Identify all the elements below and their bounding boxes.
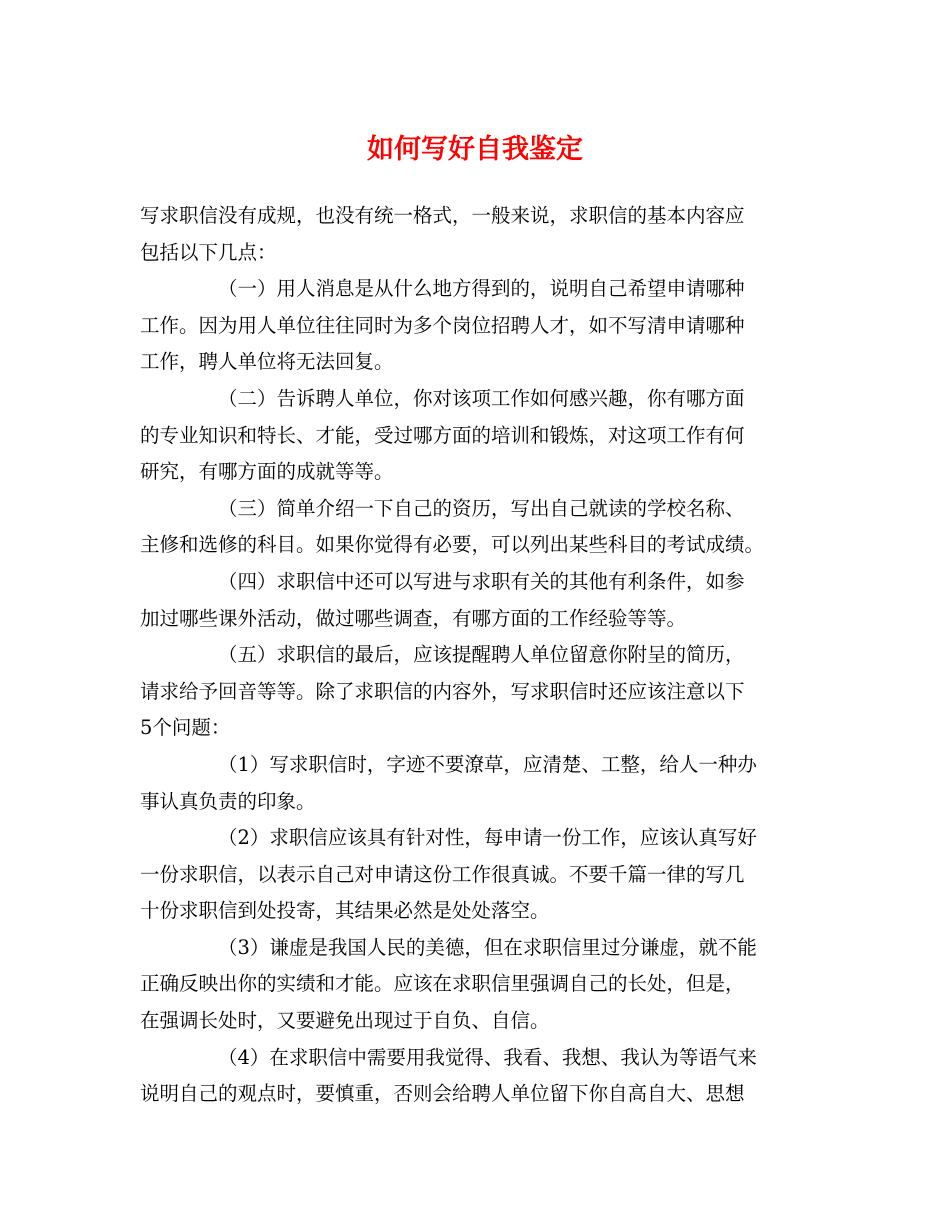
paragraph-line: （一）用人消息是从什么地方得到的，说明自己希望申请哪种 <box>218 277 745 301</box>
paragraph-line: 研究，有哪方面的成就等等。 <box>140 460 394 484</box>
paragraph <box>140 1040 815 1113</box>
paragraph-line: （四）求职信中还可以写进与求职有关的其他有利条件，如参 <box>218 569 745 593</box>
paragraph-line: 一份求职信，以表示自己对申请这份工作很真诚。不要千篇一律的写几 <box>140 862 745 886</box>
paragraph-line: （4）在求职信中需要用我觉得、我看、我想、我认为等语气来 <box>218 1045 757 1069</box>
paragraph-line: 在强调长处时，又要避免出现过于自负、自信。 <box>140 1009 550 1033</box>
paragraph <box>140 271 815 381</box>
paragraph-line: 包括以下几点： <box>140 240 277 264</box>
paragraph-line: 工作，聘人单位将无法回复。 <box>140 350 394 374</box>
paragraph-line: 十份求职信到处投寄，其结果必然是处处落空。 <box>140 899 550 923</box>
paragraph-line: （五）求职信的最后，应该提醒聘人单位留意你附呈的简历， <box>218 643 745 667</box>
paragraph-line: （3）谦虚是我国人民的美德，但在求职信里过分谦虚，就不能 <box>218 935 757 959</box>
paragraph <box>140 930 815 1040</box>
paragraph <box>140 564 815 637</box>
paragraph-line: 加过哪些课外活动，做过哪些调查，有哪方面的工作经验等等。 <box>140 606 687 630</box>
paragraph <box>140 820 815 930</box>
document-body <box>140 198 815 1113</box>
paragraph-line: 主修和选修的科目。如果你觉得有必要，可以列出某些科目的考试成绩。 <box>140 533 765 557</box>
paragraph-line: 正确反映出你的实绩和才能。应该在求职信里强调自己的长处，但是， <box>140 972 745 996</box>
paragraph-line: （三）简单介绍一下自己的资历，写出自己就读的学校名称、 <box>218 496 745 520</box>
paragraph-line: 请求给予回音等等。除了求职信的内容外，写求职信时还应该注意以下 <box>140 679 745 703</box>
paragraph <box>140 491 815 564</box>
paragraph-line: 事认真负责的印象。 <box>140 789 316 813</box>
paragraph <box>140 198 815 271</box>
paragraph-line: 工作。因为用人单位往往同时为多个岗位招聘人才，如不写清申请哪种 <box>140 313 745 337</box>
paragraph-line: 说明自己的观点时，要慎重，否则会给聘人单位留下你自高自大、思想 <box>140 1082 745 1106</box>
paragraph <box>140 747 815 820</box>
paragraph-line: 5个问题： <box>140 716 231 740</box>
paragraph-line: （二）告诉聘人单位，你对该项工作如何感兴趣，你有哪方面 <box>218 386 745 410</box>
paragraph-line: 写求职信没有成规，也没有统一格式，一般来说，求职信的基本内容应 <box>140 204 745 227</box>
paragraph <box>140 637 815 747</box>
paragraph <box>140 381 815 491</box>
paragraph-line: （2）求职信应该具有针对性，每申请一份工作，应该认真写好 <box>218 826 757 850</box>
document-title: 如何写好自我鉴定 <box>367 134 583 165</box>
paragraph-line: 的专业知识和特长、才能，受过哪方面的培训和锻炼，对这项工作有何 <box>140 423 745 447</box>
paragraph-line: （1）写求职信时，字迹不要潦草，应清楚、工整，给人一种办 <box>218 752 757 776</box>
